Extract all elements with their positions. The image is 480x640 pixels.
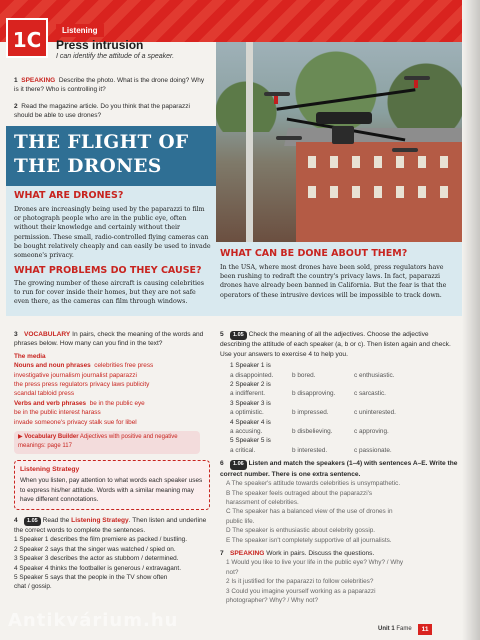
- exercise-6-item: E The speaker isn't completely supportive of all journalists.: [226, 536, 392, 544]
- window: [396, 156, 404, 168]
- window: [374, 186, 382, 198]
- exercise-2: [14, 102, 210, 120]
- page-number: 11: [418, 624, 432, 635]
- exercise-7-item: 3 Could you imagine yourself working as a paparazzi: [226, 587, 376, 595]
- speaker-options: [220, 427, 458, 436]
- exercise-7: [220, 549, 458, 558]
- article-heading-3: WHAT CAN BE DONE ABOUT THEM?: [220, 248, 408, 259]
- exercise-6-item: D The speaker is enthusiastic about celebrity gossip.: [226, 527, 376, 535]
- exercise-7-item: photographer? Why? / Why not?: [226, 596, 319, 604]
- arrow-icon: ▶: [18, 434, 23, 441]
- drone-motor: [274, 96, 278, 104]
- exercise-5-items: [220, 361, 458, 455]
- drone-camera: [332, 126, 354, 144]
- window: [440, 156, 448, 168]
- listening-strategy-box: [14, 460, 210, 510]
- lesson-title: Press intrusion: [56, 38, 144, 52]
- window: [396, 186, 404, 198]
- footer-unit: Unit 1: [378, 626, 395, 632]
- exercise-7-item: 1 Would you like to live your life in the public eye? Why? / Why: [226, 559, 404, 567]
- option-c: c passionate.: [354, 446, 392, 454]
- left-column: [14, 330, 214, 592]
- exercise-3-text: In pairs, check the meaning of the words and phrases below. How many can you find in the text?: [14, 331, 204, 348]
- vocabulary-builder-link[interactable]: [14, 431, 200, 454]
- option-b: b interested.: [292, 446, 328, 454]
- window: [308, 156, 316, 168]
- speaker-label: 1 Speaker 1 is: [230, 362, 271, 370]
- drone-motor: [414, 80, 418, 88]
- article-paragraph-1: Drones are increasingly being used by the paparazzi to film or photograph people who are in the public eye, often without their knowledge and certainly without their permission. These small, radio-controlled flying cameras can be bought relatively cheaply and can easily be used to invade someone's privacy.: [14, 206, 211, 260]
- article-title-line-2: THE DRONES: [14, 156, 162, 177]
- page-edge-shadow: [462, 0, 480, 640]
- page-footer: [378, 626, 412, 632]
- article-paragraph-3: In the USA, where most drones have been sold, press regulators have been rushing to redraft the country's privacy laws. In fact, paparazzi drones have already been banned in California. But the fear is that the operators of these intrusive devices will be impossible to track down.: [220, 264, 447, 299]
- exercise-6-item: public life.: [226, 517, 255, 525]
- drone-body: [316, 112, 372, 124]
- exercise-6-number: 6: [220, 460, 224, 468]
- exercise-5-number: 5: [220, 331, 224, 338]
- strategy-text: When you listen, pay attention to what words each speaker uses to express his/her attitude. Words with a similar meaning may have different connotations.: [20, 477, 203, 504]
- speaker-label: 3 Speaker 3 is: [230, 399, 271, 407]
- exercise-4-number: 4: [14, 516, 18, 524]
- exercise-4-text-a: Read the: [42, 516, 70, 524]
- strategy-title: Listening Strategy: [20, 465, 80, 473]
- audio-track-badge[interactable]: 1.05: [24, 517, 41, 526]
- window: [330, 186, 338, 198]
- speaker-options: [220, 371, 458, 380]
- option-a: a critical.: [230, 446, 256, 454]
- window: [440, 186, 448, 198]
- exercise-6-item: C The speaker has a balanced view of the use of drones in: [226, 508, 393, 516]
- section-tag: Listening: [56, 24, 104, 37]
- nouns-line-1: celebrities free press: [94, 362, 154, 370]
- speaker-label: 5 Speaker 5 is: [230, 437, 271, 445]
- footer-topic: Fame: [396, 626, 412, 632]
- lesson-subtitle: I can identify the attitude of a speaker.: [56, 53, 175, 60]
- exercise-1-text: Describe the photo. What is the drone doing? Why is it there? Who is controlling it?: [14, 77, 205, 93]
- exercise-4-items: [14, 535, 214, 591]
- verbs-line-3: invade someone's privacy stalk sue for libel: [14, 418, 137, 426]
- exercise-3-keyword: VOCABULARY: [24, 331, 71, 338]
- speaker-label: 2 Speaker 2 is: [230, 381, 271, 389]
- exercise-4-keyword: Listening Strategy: [71, 516, 129, 524]
- speaker-label: 4 Speaker 4 is: [230, 418, 271, 426]
- exercise-7-keyword: SPEAKING: [230, 549, 265, 557]
- exercise-4-text-b: . Then listen and underline the correct words to complete the sentences.: [14, 516, 207, 534]
- exercise-5: [220, 330, 458, 359]
- article-heading-1: WHAT ARE DRONES?: [14, 190, 124, 201]
- nouns-line-4: scandal tabloid press: [14, 390, 75, 398]
- speaker-options: [220, 389, 458, 398]
- exercise-4: [14, 516, 214, 536]
- option-c: c uninterested.: [354, 409, 396, 417]
- verbs-line-2: be in the public interest harass: [14, 409, 101, 417]
- option-c: c sarcastic.: [354, 390, 386, 398]
- exercise-1: [14, 76, 210, 94]
- exercise-6-item: B The speaker feels outraged about the paparazzi's: [226, 489, 373, 497]
- nouns-heading: Nouns and noun phrases: [14, 362, 91, 370]
- exercise-2-number: 2: [14, 103, 18, 110]
- right-column: [220, 330, 458, 605]
- window: [418, 156, 426, 168]
- option-c: c approving.: [354, 428, 389, 436]
- nouns-line-2: investigative journalism journalist paparazzi: [14, 371, 137, 379]
- article-heading-2: WHAT PROBLEMS DO THEY CAUSE?: [14, 265, 202, 276]
- watermark: Antikvárium.hu: [8, 610, 179, 631]
- option-a: a optimistic.: [230, 409, 264, 417]
- exercise-7-items: [220, 558, 458, 605]
- option-b: b disbelieving.: [292, 428, 333, 436]
- exercise-6-item: harassment of celebrities.: [226, 498, 299, 506]
- window: [330, 156, 338, 168]
- speaker-options: [220, 446, 458, 455]
- speaker-options: [220, 408, 458, 417]
- exercise-6-items: [220, 479, 458, 545]
- drone-propeller: [276, 136, 302, 140]
- article-title-line-1: THE FLIGHT OF: [14, 132, 189, 153]
- article-paragraph-2: The growing number of these aircraft is causing celebrities to run for cover inside their homes, but they are not safe even there, as the cameras can film through windows.: [14, 280, 204, 306]
- drone-propeller: [392, 148, 418, 152]
- window: [352, 186, 360, 198]
- exercise-6-item: A The speaker's attitude towards celebrities is unsympathetic.: [226, 480, 401, 488]
- exercise-7-item: not?: [226, 568, 239, 576]
- exercise-6: [220, 459, 458, 479]
- exercise-2-text: Read the magazine article. Do you think that the paparazzi should be able to use drones?: [14, 103, 190, 119]
- brick-building: [296, 142, 462, 242]
- option-a: a disappointed.: [230, 371, 274, 379]
- option-b: b disapproving.: [292, 390, 336, 398]
- vocabulary-builder-label: Vocabulary Builder: [24, 434, 79, 441]
- window: [418, 186, 426, 198]
- verbs-heading: Verbs and verb phrases: [14, 399, 87, 407]
- exercise-6-text: Listen and match the speakers (1–4) with sentences A–E. Write the correct number. There is one extra sentence.: [220, 460, 458, 478]
- drone-photo: [216, 42, 462, 242]
- window: [374, 156, 382, 168]
- exercise-5-text: Check the meaning of all the adjectives. Choose the adjective describing the attitude of each speaker (a, b or c). Then listen again and check. Use your answers to exercise 4 to help you.: [220, 331, 451, 358]
- exercise-1-keyword: SPEAKING: [21, 77, 56, 84]
- article-title: [14, 131, 214, 179]
- option-b: b impressed.: [292, 409, 329, 417]
- verbs-list: [14, 399, 214, 427]
- audio-track-badge[interactable]: 1.06: [230, 460, 247, 469]
- verbs-line-1: be in the public eye: [89, 399, 145, 407]
- exercise-1-number: 1: [14, 77, 18, 84]
- exercise-4-item: 3 Speaker 3 describes the actor as stubborn / determined.: [14, 555, 179, 563]
- window: [308, 186, 316, 198]
- nouns-line-3: the press press regulators privacy laws publicity: [14, 381, 150, 389]
- exercise-7-item: 2 Is it justified for the paparazzi to follow celebrities?: [226, 578, 374, 586]
- exercise-4-item: 4 Speaker 4 thinks the footballer is generous / extravagant.: [14, 564, 181, 572]
- exercise-3: [14, 330, 214, 349]
- exercise-4-item: 2 Speaker 2 says that the singer was watched / spied on.: [14, 545, 176, 553]
- vocabulary-builder-text: Adjectives with positive and negative meanings: page 117: [18, 434, 178, 450]
- exercise-3-number: 3: [14, 331, 18, 338]
- exercise-4-item: chat / gossip.: [14, 583, 52, 591]
- exercise-7-text: Work in pairs. Discuss the questions.: [266, 549, 375, 557]
- exercise-7-number: 7: [220, 549, 224, 557]
- window: [352, 156, 360, 168]
- unit-badge: 1C: [6, 18, 48, 58]
- exercise-4-item: 1 Speaker 1 describes the film premiere as packed / bustling.: [14, 536, 187, 544]
- option-a: a accusing.: [230, 428, 263, 436]
- nouns-list: [14, 361, 214, 399]
- option-c: c enthusiastic.: [354, 371, 395, 379]
- exercise-4-item: 5 Speaker 5 says that the people in the TV show often: [14, 573, 168, 581]
- media-heading: The media: [14, 352, 46, 360]
- option-a: a indifferent.: [230, 390, 266, 398]
- option-b: b bored.: [292, 371, 316, 379]
- audio-track-badge[interactable]: 1.05: [230, 331, 247, 340]
- pole: [246, 42, 253, 242]
